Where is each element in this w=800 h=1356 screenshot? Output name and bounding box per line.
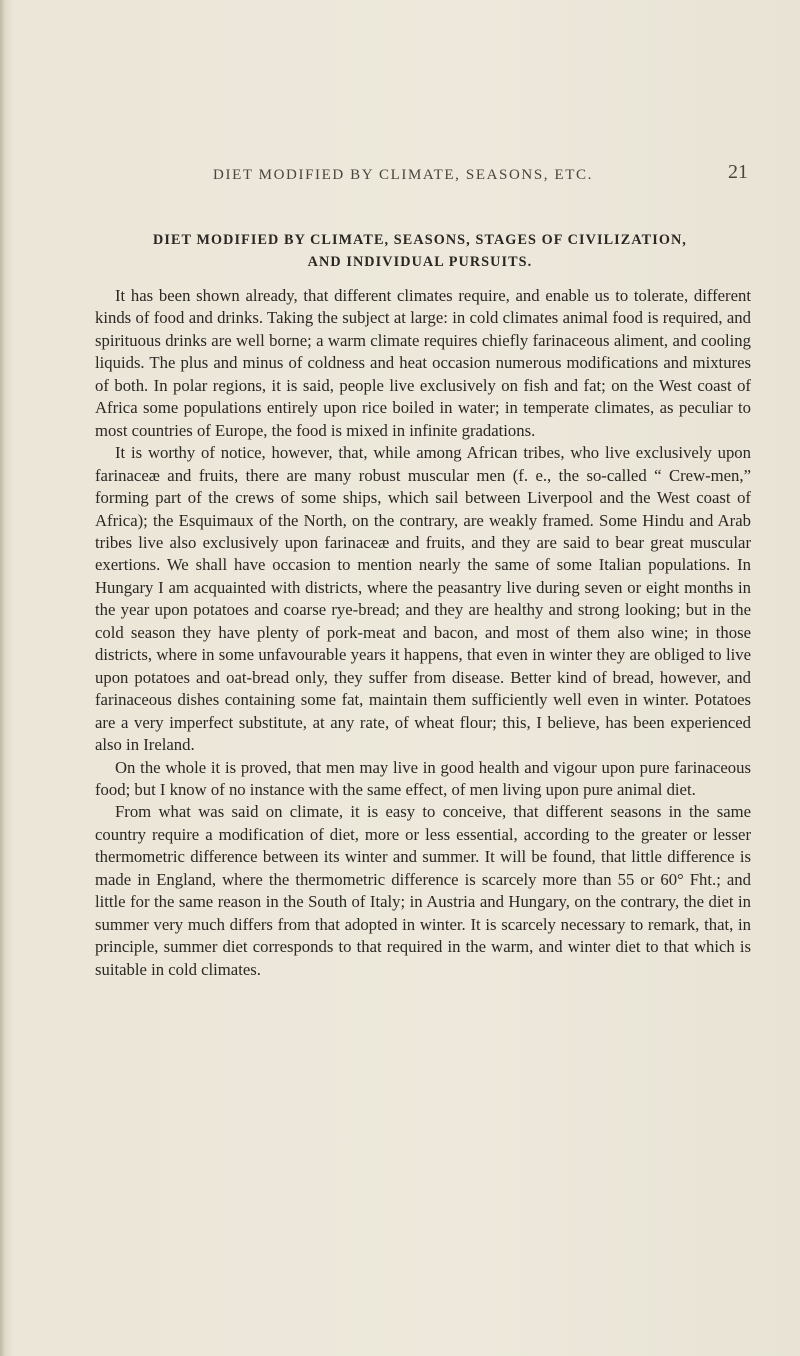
section-heading-line-1: DIET MODIFIED BY CLIMATE, SEASONS, STAGES OF CIVILIZATION,: [153, 232, 687, 248]
body-text: [95, 285, 751, 981]
paragraph: From what was said on climate, it is easy to conceive, that different seasons in the same country require a modification of diet, more or less essential, according to the greater or lesser thermometric difference between its winter and summer. It will be found, that little difference is made in England, where the thermometric difference is scarcely more than 55 or 60° Fht.; and little for the same reason in the South of Italy; in Austria and Hungary, on the contrary, the diet in summer very much differs from that adopted in winter. It is scarcely necessary to remark, that, in principle, summer diet corresponds to that required in the warm, and winter diet to that which is suitable in cold climates.: [95, 802, 751, 979]
page-binding-edge: [0, 0, 6, 1356]
section-heading: [90, 229, 750, 273]
paragraph: It has been shown already, that different climates require, and enable us to tolerate, different kinds of food and drinks. Taking the subject at large: in cold climates animal food is required, and spirituous drinks are well borne; a warm climate requires chiefly farinaceous aliment, and cooling liquids. The plus and minus of coldness and heat occasion numerous modifications and mixtures of both. In polar regions, it is said, people live exclusively on fish and fat; on the West coast of Africa some populations entirely upon rice boiled in water; in temperate climates, as peculiar to most countries of Europe, the food is mixed in infinite gradations.: [95, 286, 751, 440]
paragraph: On the whole it is proved, that men may live in good health and vigour upon pure farinaceous food; but I know of no instance with the same effect, of men living upon pure animal diet.: [95, 757, 751, 799]
running-head: [108, 161, 748, 189]
section-heading-line-2: AND INDIVIDUAL PURSUITS.: [307, 254, 533, 270]
running-title: DIET MODIFIED BY CLIMATE, SEASONS, ETC.: [213, 167, 593, 183]
page-number: 21: [728, 161, 748, 183]
paragraph: It is worthy of notice, however, that, while among African tribes, who live exclusively upon farinaceæ and fruits, there are many robust muscular men (f. e., the so-called “ Crew-men,” forming part of the crews of some ships, which sail between Liverpool and the West coast of Africa); the Esquimaux of the North, on the contrary, are weakly framed. Some Hindu and Arab tribes live also exclusively upon farinaceæ and fruits, and they are said to bear great muscular exertions. We shall have occasion to mention nearly the same of some Italian populations. In Hungary I am acquainted with districts, where the peasantry live during seven or eight months in the year upon potatoes and coarse rye-bread; and they are healthy and strong looking; but in the cold season they have plenty of pork-meat and bacon, and most of them also wine; in those districts, where in some unfavourable years it happens, that even in winter they are obliged to live upon potatoes and oat-bread only, they suffer from disease. Better kind of bread, however, and farinaceous dishes containing some fat, maintain them sufficiently well even in winter. Potatoes are a very imperfect substitute, at any rate, of wheat flour; this, I believe, has been experienced also in Ireland.: [95, 443, 751, 755]
